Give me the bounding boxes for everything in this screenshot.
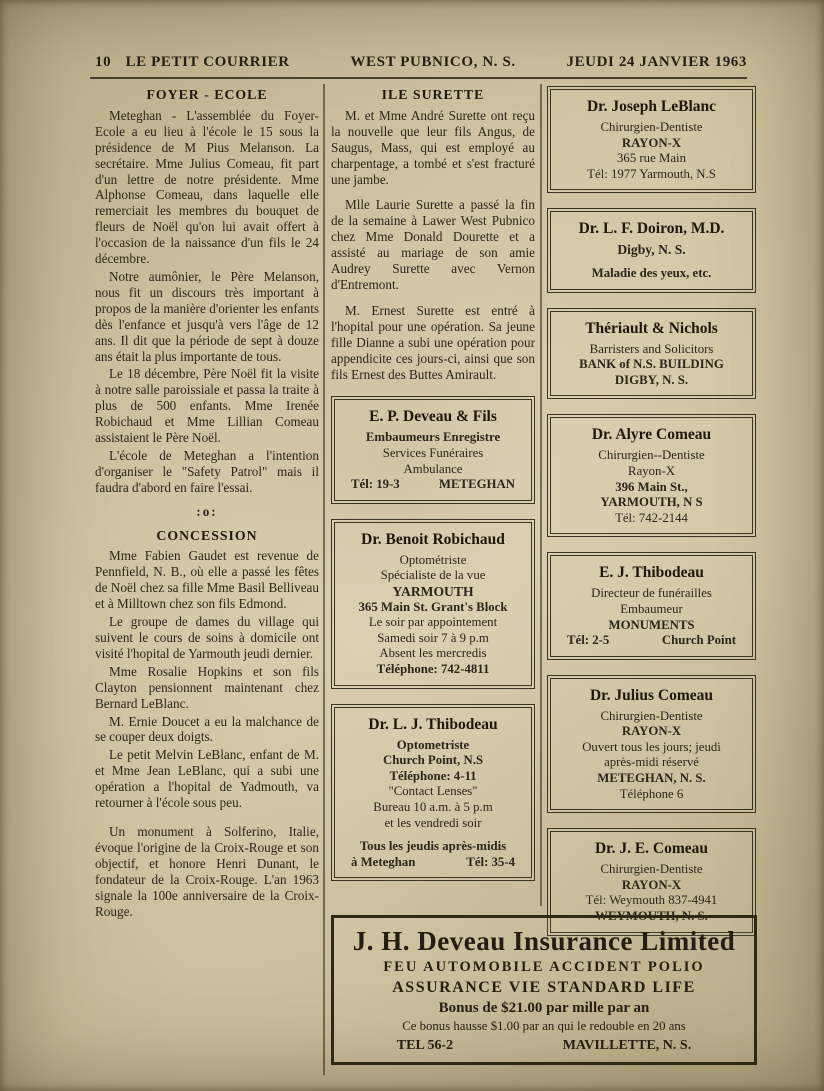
article-paragraph: Mme Fabien Gaudet est revenue de Pennfield, N. B., où elle a passé les fêtes de Noël chez sa fille Mme Basil Belliveau et à Milltown chez son fils Edmond. <box>95 548 319 612</box>
article-paragraph: L'école de Meteghan a l'intention d'organiser le "Safety Patrol" mais il faudra d'abord en faire l'essai. <box>95 447 319 495</box>
ad-line: FEU AUTOMOBILE ACCIDENT POLIO <box>383 959 705 975</box>
ad-line: ASSURANCE VIE STANDARD LIFE <box>392 979 696 996</box>
masthead-left <box>95 54 300 71</box>
ad-title: Dr. Benoit Robichaud <box>361 530 505 548</box>
ad-line: Absent les mercredis <box>379 646 487 661</box>
ad-line: Bureau 10 a.m. à 5 p.m <box>373 799 493 814</box>
ad-line: Ce bonus hausse $1.00 par an qui le redouble en 20 ans <box>402 1019 686 1033</box>
ad-line: MONUMENTS <box>608 617 695 632</box>
ad-line: BANK of N.S. BUILDING <box>579 357 724 372</box>
ad-line: Spécialiste de la vue <box>380 568 486 583</box>
ad-title: Dr. L. J. Thibodeau <box>368 715 498 733</box>
masthead <box>95 54 747 71</box>
ad-dr-lj-thibodeau <box>331 704 535 882</box>
ad-phone: Téléphone: 742-4811 <box>376 661 490 676</box>
article-paragraph: Notre aumônier, le Père Melanson, nous fit un discours très important à propos de la manière d'orienter les enfants dès l'enfance et jusqu'à vers l'âge de 12 ans. Il dit que la période de sept à douze ans était la plus importante de tous. <box>95 268 319 364</box>
article-separator: :o: <box>196 503 218 519</box>
ad-phone: TEL 56-2 <box>396 1038 454 1053</box>
ad-line: Chirurgien-Dentiste <box>600 862 703 877</box>
ad-line: Optometriste <box>396 737 470 752</box>
ad-line: Tous les jeudis après-midis <box>359 839 507 854</box>
ad-line: Maladie des yeux, etc. <box>591 265 712 280</box>
article-paragraph: Le 18 décembre, Père Noël fit la visite à notre salle paroissiale et passa la traite à plus de 500 enfants. Mme Irenée Robichaud et Mme Lillian Comeau assistaient le Père Noël. <box>95 366 319 446</box>
article-paragraph: Un monument à Solferino, Italie, évoque l'origine de la Croix-Rouge et son objectif, et honore Henri Dunant, le fondateur de la Croix-Rouge. L'an 1963 signale la 100e anniversaire de la Croix-Rouge. <box>95 823 319 919</box>
ad-line: et les vendredi soir <box>384 815 482 830</box>
article-paragraph: Le petit Melvin LeBlanc, enfant de M. et Mme Jean LeBlanc, qui a subi une opération a l'hopital de Yadmouth, va retourner à l'école sous peu. <box>95 747 319 811</box>
ad-line: YARMOUTH <box>392 583 474 599</box>
ad-title: E. P. Deveau & Fils <box>369 408 497 426</box>
article-ile-surette <box>331 87 535 382</box>
ad-phone: Tél: Weymouth 837-4941 <box>585 893 718 908</box>
ad-line: Services Funéraires <box>382 446 484 460</box>
ad-dr-alyre-comeau <box>547 414 756 537</box>
ad-line: Le soir par appointement <box>368 615 498 630</box>
article-paragraph: M. et Mme André Surette ont reçu la nouvelle que leur fils Angus, de Saugus, Mass, qui est employé au charpentage, a tombé et s'est fracturé une jambe. <box>331 107 535 187</box>
ad-line: RAYON-X <box>621 724 682 739</box>
ad-line: Church Point, N.S <box>382 753 484 768</box>
ad-line: Barristers and Solicitors <box>589 341 714 356</box>
ad-place: WEYMOUTH, N. S. <box>595 909 708 924</box>
ad-contact-row <box>557 633 746 649</box>
article-title-ile-surette: ILE SURETTE <box>381 87 485 102</box>
ad-title: Dr. Alyre Comeau <box>591 426 712 444</box>
ad-contact-row <box>341 855 525 871</box>
ad-theriault-nichols <box>547 308 756 400</box>
column-divider-left <box>323 84 325 1075</box>
ad-line: RAYON-X <box>621 135 682 150</box>
ad-place: MAVILLETTE, N. S. <box>562 1038 692 1053</box>
ad-place: Church Point <box>661 633 736 648</box>
page-number: 10 <box>95 54 112 70</box>
ad-title: Dr. J. E. Comeau <box>594 840 709 858</box>
ad-line: Bonus de $21.00 par mille par an <box>438 1000 650 1016</box>
ad-phone: Tél: 742-2144 <box>615 510 688 525</box>
ad-line: Ambulance <box>403 461 463 476</box>
ad-phone: Tél: 2-5 <box>567 633 610 648</box>
ad-contact-row <box>341 477 525 493</box>
article-paragraph: Meteghan - L'assemblée du Foyer-Ecole a eu lieu à l'école le 15 sous la présidence de M Pius Melanson. La secrétaire. Mme Julius Comeau, fit part d'un lettre de notre présidente. Mme Alphonse Comeau, dans laquelle elle remerciait les membres du bouquet de fleurs de Noël qu'on lui avait offert à l'occasion de la naissance d'un fils le 24 décembre. <box>95 107 319 267</box>
ad-line: RAYON-X <box>621 877 682 892</box>
ad-phone: Tél: 35-4 <box>466 854 515 869</box>
ad-line: Rayon-X <box>628 463 675 478</box>
ad-title: Dr. L. F. Doiron, M.D. <box>578 220 725 238</box>
ad-title: J. H. Deveau Insurance Limited <box>352 926 736 956</box>
ad-line: Chirurgien--Dentiste <box>598 448 705 463</box>
article-title-foyer-ecole: FOYER - ECOLE <box>146 87 268 102</box>
ad-line: Chirurgien-Dentiste <box>600 708 703 723</box>
article-paragraph: M. Ernest Surette est entré à l'hopital pour une opération. Sa jeune fille Dianne a subi une opération pour appendicite ces jours-ci, ainsi que son fils Ernest des Buttes Amirault. <box>331 302 535 382</box>
ad-jh-deveau-insurance <box>331 915 757 1065</box>
ad-title: Dr. Julius Comeau <box>589 686 714 704</box>
article-paragraph: Mlle Laurie Surette a passé la fin de la semaine à Lawer West Pubnico chez Mme Donald Dourette et a assisté au mariage de son amie Audrey Surette avec Vernon d'Entremont. <box>331 197 535 292</box>
ad-line: après-midi réservé <box>604 755 699 770</box>
ad-line: Chirurgien-Dentiste <box>600 120 703 134</box>
ad-ej-thibodeau <box>547 552 756 659</box>
ad-place: à Meteghan <box>351 854 416 869</box>
ad-phone: Tél: 19-3 <box>351 477 400 492</box>
ad-title: Thériault & Nichols <box>585 319 718 337</box>
ad-line: YARMOUTH, N S <box>600 495 703 510</box>
ad-line: Embaumeurs Enregistre <box>365 430 501 445</box>
ad-line: 365 rue Main <box>617 151 686 166</box>
ad-dr-joseph-leblanc <box>547 86 756 193</box>
ad-line: DIGBY, N. S. <box>614 372 689 387</box>
ad-line: Ouvert tous les jours; jeudi <box>582 739 721 754</box>
ad-phone: Téléphone: 4-11 <box>389 768 477 783</box>
ad-ep-deveau-fils <box>331 396 535 503</box>
ad-line: Directeur de funérailles <box>591 586 712 601</box>
left-column <box>95 86 319 1078</box>
ad-line: 396 Main St., <box>615 479 688 494</box>
ad-contact-row <box>342 1038 746 1054</box>
ad-dr-lf-doiron <box>547 208 756 292</box>
right-column <box>547 86 756 951</box>
ad-dr-benoit-robichaud <box>331 519 535 689</box>
ad-line: Digby, N. S. <box>617 242 686 258</box>
newspaper-date: JEUDI 24 JANVIER 1963 <box>566 54 747 70</box>
ad-line: Samedi soir 7 à 9 p.m <box>377 630 489 645</box>
ad-line: "Contact Lenses" <box>388 784 478 799</box>
newspaper-title: LE PETIT COURRIER <box>125 54 290 70</box>
ad-title: Dr. Joseph LeBlanc <box>586 98 717 115</box>
masthead-rule <box>90 77 747 79</box>
article-paragraph: M. Ernie Doucet a eu la malchance de se couper deux doigts. <box>95 713 319 745</box>
ad-title: E. J. Thibodeau <box>599 564 704 582</box>
article-title-concession: CONCESSION <box>156 527 258 543</box>
ad-line: Optométriste <box>399 552 467 567</box>
ad-place: METEGHAN <box>438 477 515 492</box>
column-divider-right <box>540 84 542 906</box>
article-paragraph: Mme Rosalie Hopkins et son fils Clayton pensionnent maintenant chez Bernard LeBlanc. <box>95 663 319 711</box>
ad-line: Embaumeur <box>620 601 683 616</box>
ad-line: 365 Main St. Grant's Block <box>358 599 508 614</box>
article-paragraph: Le groupe de dames du village qui suivent le cours de soins à domicile ont visité l'hopital de Yarmouth jeudi dernier. <box>95 614 319 661</box>
middle-column <box>331 86 535 896</box>
ad-phone: Téléphone 6 <box>619 786 684 801</box>
ad-dr-julius-comeau <box>547 675 756 814</box>
ad-phone: Tél: 1977 Yarmouth, N.S <box>587 166 716 181</box>
newspaper-location: WEST PUBNICO, N. S. <box>350 54 516 70</box>
ad-line: METEGHAN, N. S. <box>597 771 706 786</box>
